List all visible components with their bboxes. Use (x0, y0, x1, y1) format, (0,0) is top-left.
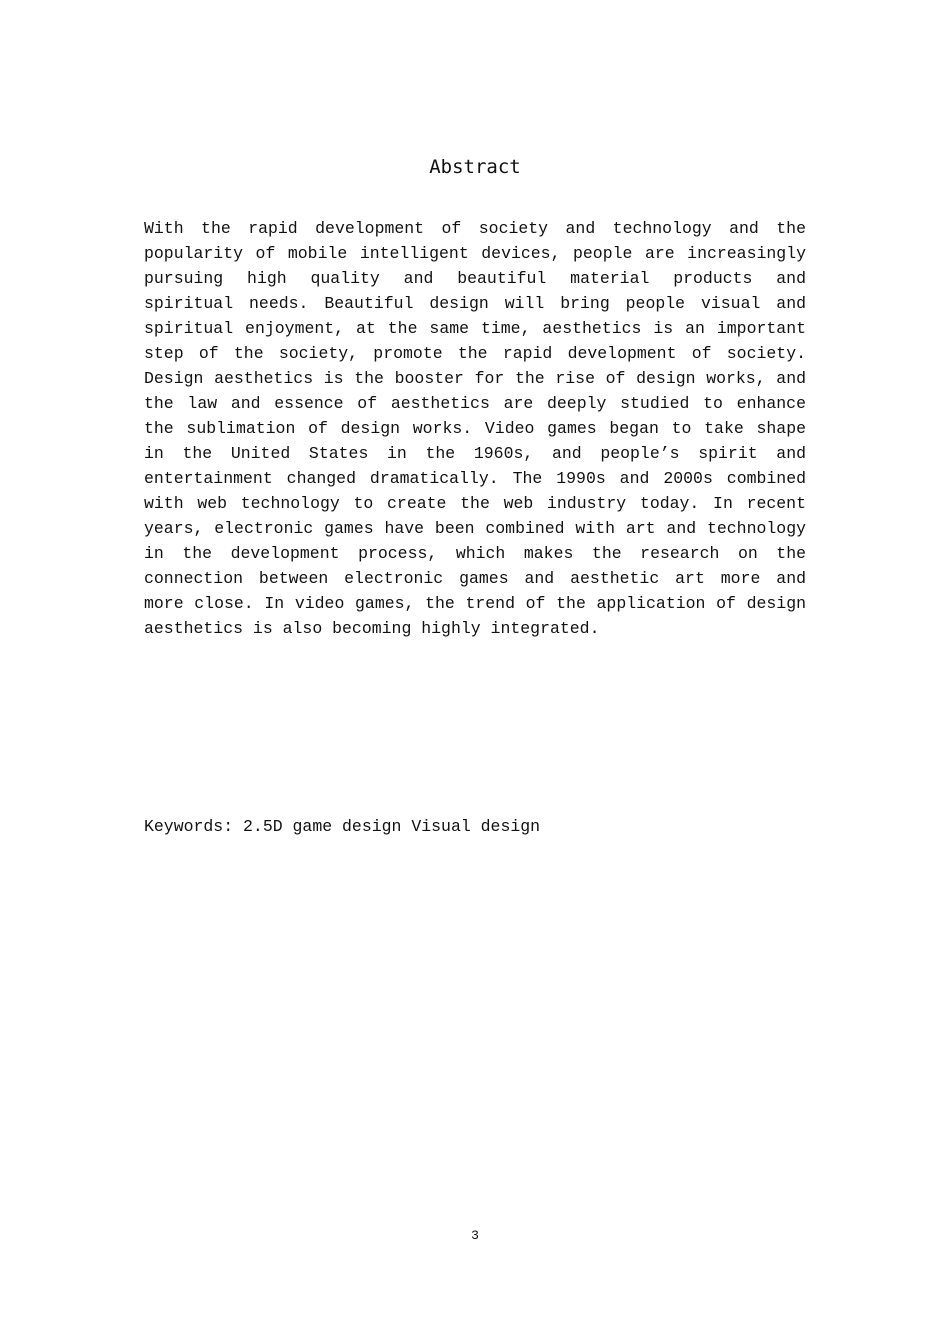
abstract-paragraph: With the rapid development of society and technology and the popularity of mobile intelligent devices, people are increasingly pursuing high quality and beautiful material products and spiritual needs. Beautiful design will bring people visual and spiritual enjoyment, at the same time, aesthetics is an important step of the society, promote the rapid development of society. Design aesthetics is the booster for the rise of design works, and the law and essence of aesthetics are deeply studied to enhance the sublimation of design works. Video games began to take shape in the United States in the 1960s, and people’s spirit and entertainment changed dramatically. The 1990s and 2000s combined with web technology to create the web industry today. In recent years, electronic games have been combined with art and technology in the development process, which makes the research on the connection between electronic games and aesthetic art more and more close. In video games, the trend of the application of design aesthetics is also becoming highly integrated. (144, 219, 806, 638)
abstract-title: Abstract (429, 156, 521, 178)
keywords-line: Keywords: 2.5D game design Visual design (144, 817, 541, 836)
abstract-body (144, 216, 806, 641)
page-number: 3 (471, 1228, 479, 1243)
